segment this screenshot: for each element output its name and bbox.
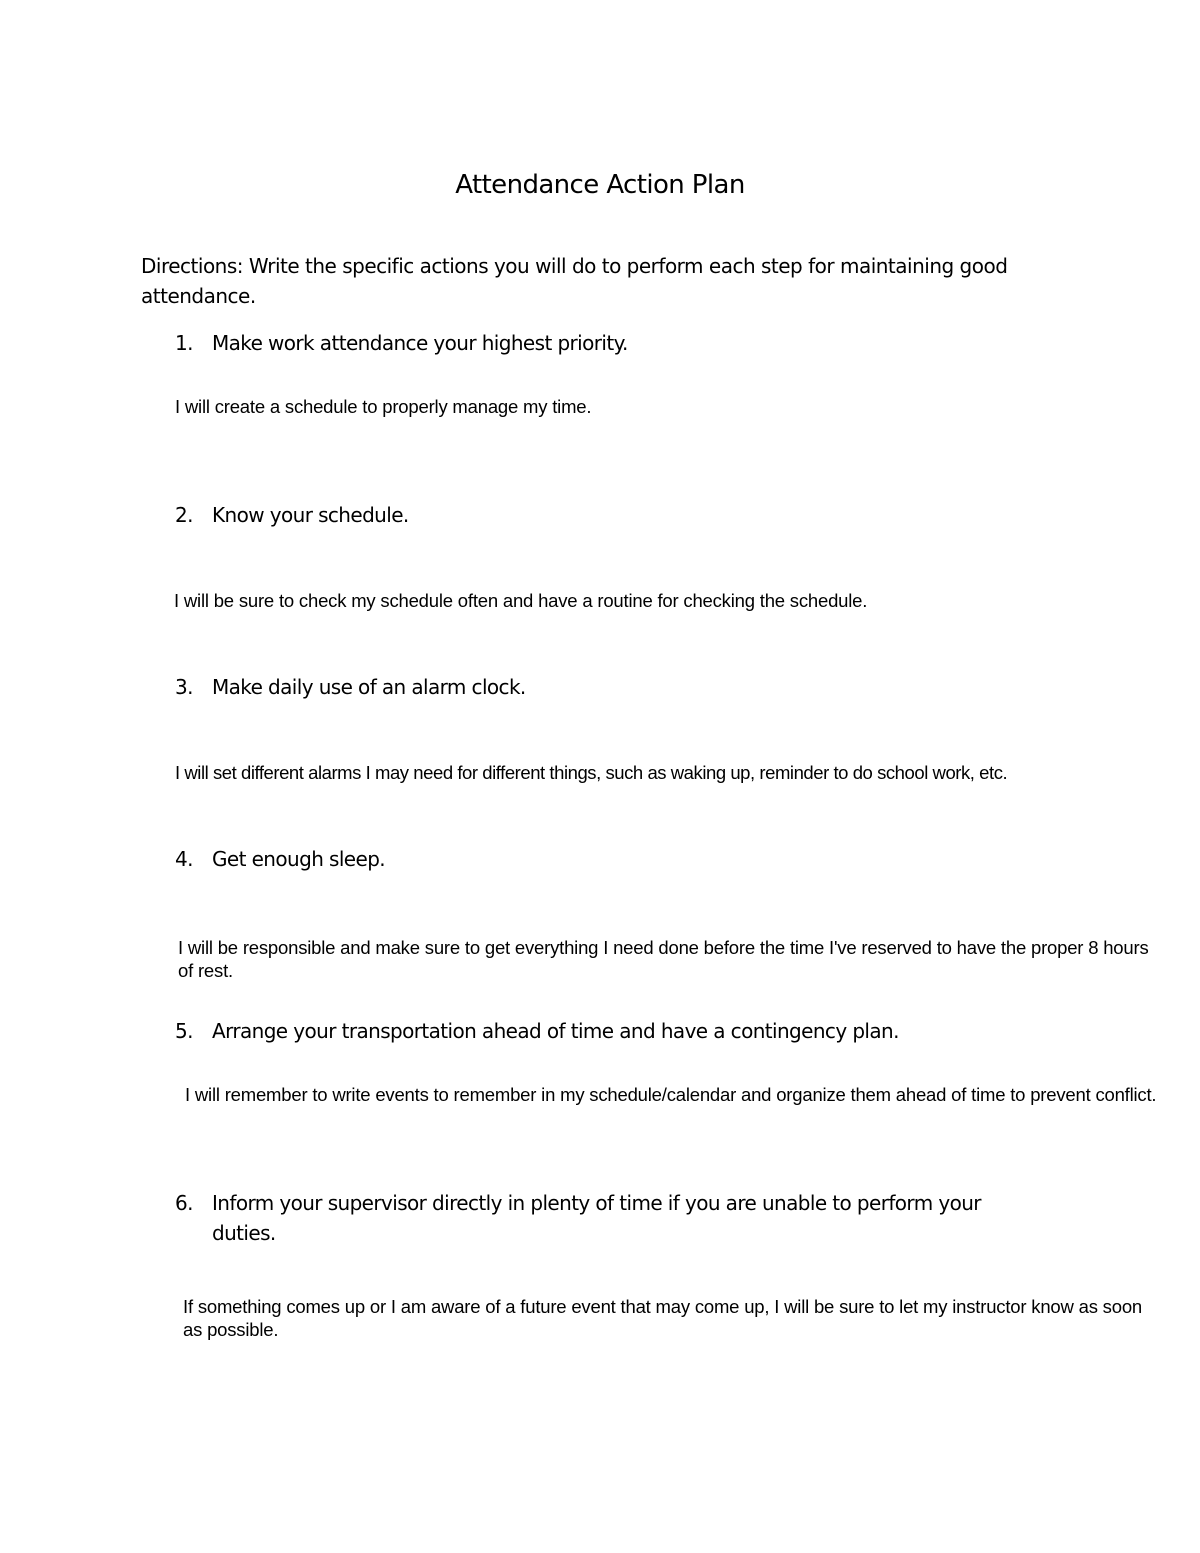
step-3 — [175, 672, 1015, 702]
step-heading: Get enough sleep. — [212, 847, 386, 871]
step-number: 1. — [175, 331, 193, 355]
step-heading: Inform your supervisor directly in plenty of time if you are unable to perform your duties. — [212, 1191, 981, 1245]
step-heading: Know your schedule. — [212, 503, 409, 527]
step-heading: Make work attendance your highest priority. — [212, 331, 628, 355]
step-2-answer: I will be sure to check my schedule often and have a routine for checking the schedule. — [174, 590, 868, 611]
step-3-answer: I will set different alarms I may need for different things, such as waking up, reminder to do school work, etc. — [175, 762, 1008, 783]
step-number: 2. — [175, 503, 193, 527]
step-6-answer: If something comes up or I am aware of a future event that may come up, I will be sure to let my instructor know as soon as possible. — [183, 1296, 1143, 1340]
step-4-answer: I will be responsible and make sure to get everything I need done before the time I've reserved to have the proper 8 hours of rest. — [178, 937, 1149, 981]
step-2 — [175, 500, 1015, 530]
step-number: 4. — [175, 847, 193, 871]
step-number: 6. — [175, 1191, 193, 1215]
step-1 — [175, 328, 1015, 358]
step-5 — [175, 1016, 1075, 1046]
step-1-answer: I will create a schedule to properly manage my time. — [175, 396, 592, 417]
step-heading: Arrange your transportation ahead of time and have a contingency plan. — [212, 1019, 899, 1043]
step-number: 3. — [175, 675, 193, 699]
step-6 — [175, 1188, 1015, 1248]
directions-text: Directions: Write the specific actions you will do to perform each step for maintaining good attendance. — [141, 254, 1008, 308]
step-4 — [175, 844, 1015, 874]
step-number: 5. — [175, 1019, 193, 1043]
step-5-answer: I will remember to write events to remember in my schedule/calendar and organize them ahead of time to prevent conflict. — [185, 1084, 1157, 1105]
step-heading: Make daily use of an alarm clock. — [212, 675, 526, 699]
document-title: Attendance Action Plan — [455, 170, 745, 200]
